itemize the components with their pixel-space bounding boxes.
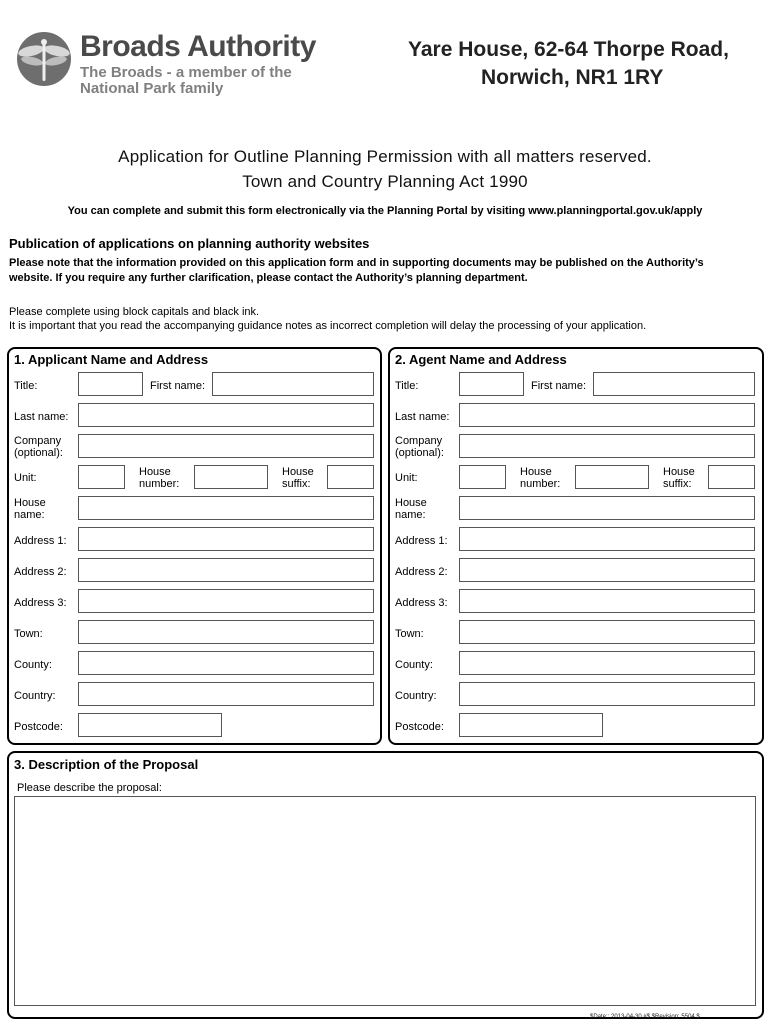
applicant-address-1-field[interactable] <box>78 527 374 551</box>
applicant-house-number-label-line2: number: <box>139 478 180 490</box>
org-tagline-line1: The Broads - a member of the <box>80 64 292 81</box>
agent-last-name-label: Last name: <box>395 411 450 423</box>
agent-house-name-label-line1: House <box>395 497 427 509</box>
agent-first-name-label: First name: <box>531 380 587 392</box>
proposal-section-title: 3. Description of the Proposal <box>14 757 199 772</box>
agent-address-2-field[interactable] <box>459 558 755 582</box>
applicant-address-3-label: Address 3: <box>14 597 67 609</box>
applicant-company-field[interactable] <box>78 434 374 458</box>
applicant-address-1-label: Address 1: <box>14 535 67 547</box>
applicant-postcode-label: Postcode: <box>14 721 63 733</box>
address-line1: Yare House, 62-64 Thorpe Road, <box>408 38 729 61</box>
applicant-company-label-line2: (optional): <box>14 447 63 459</box>
org-tagline-line2: National Park family <box>80 80 224 97</box>
publication-text: Please note that the information provided on this application form and in supporting documents may be published on the Authority’s website. If you require any further clarification, please contact the Authority’s planning department. <box>9 257 704 284</box>
agent-address-1-field[interactable] <box>459 527 755 551</box>
revision-stamp: $Date:: 2013-04-30 #$ $Revision: 5504 $ <box>590 1014 700 1020</box>
org-name: Broads Authority <box>80 30 316 63</box>
applicant-town-label: Town: <box>14 628 43 640</box>
applicant-house-suffix-label-line1: House <box>282 466 314 478</box>
agent-house-name-label-line2: name: <box>395 509 426 521</box>
agent-house-number-field[interactable] <box>575 465 649 489</box>
agent-unit-field[interactable] <box>459 465 506 489</box>
agent-house-suffix-label-line2: suffix: <box>663 478 692 490</box>
applicant-title-field[interactable] <box>78 372 143 396</box>
agent-house-suffix-label-line1: House <box>663 466 695 478</box>
applicant-house-number-label-line1: House <box>139 466 171 478</box>
online-submission-note: You can complete and submit this form electronically via the Planning Portal by visiting www.planningportal.gov.uk/apply <box>67 205 703 217</box>
applicant-house-number-field[interactable] <box>194 465 268 489</box>
form-title: Application for Outline Planning Permission with all matters reserved. <box>118 147 652 166</box>
agent-town-field[interactable] <box>459 620 755 644</box>
proposal-prompt: Please describe the proposal: <box>17 782 162 794</box>
applicant-county-field[interactable] <box>78 651 374 675</box>
applicant-last-name-field[interactable] <box>78 403 374 427</box>
applicant-county-label: County: <box>14 659 52 671</box>
agent-address-3-label: Address 3: <box>395 597 448 609</box>
applicant-address-3-field[interactable] <box>78 589 374 613</box>
applicant-country-field[interactable] <box>78 682 374 706</box>
address-line2: Norwich, NR1 1RY <box>481 66 664 89</box>
applicant-house-name-label-line1: House <box>14 497 46 509</box>
applicant-last-name-label: Last name: <box>14 411 69 423</box>
publication-heading: Publication of applications on planning authority websites <box>9 236 370 251</box>
agent-postcode-field[interactable] <box>459 713 603 737</box>
applicant-unit-label: Unit: <box>14 472 37 484</box>
applicant-country-label: Country: <box>14 690 56 702</box>
agent-address-3-field[interactable] <box>459 589 755 613</box>
applicant-town-field[interactable] <box>78 620 374 644</box>
agent-county-field[interactable] <box>459 651 755 675</box>
agent-house-suffix-field[interactable] <box>708 465 755 489</box>
agent-house-number-label-line2: number: <box>520 478 561 490</box>
agent-last-name-field[interactable] <box>459 403 755 427</box>
agent-house-number-label-line1: House <box>520 466 552 478</box>
applicant-section-title: 1. Applicant Name and Address <box>14 352 209 367</box>
agent-country-label: Country: <box>395 690 437 702</box>
instructions-line1: Please complete using block capitals and black ink. <box>9 306 260 318</box>
agent-company-field[interactable] <box>459 434 755 458</box>
instructions-line2: It is important that you read the accompanying guidance notes as incorrect completion will delay the processing of your application. <box>9 320 647 332</box>
applicant-title-label: Title: <box>14 380 38 392</box>
agent-town-label: Town: <box>395 628 424 640</box>
agent-title-field[interactable] <box>459 372 524 396</box>
applicant-address-2-field[interactable] <box>78 558 374 582</box>
agent-address-1-label: Address 1: <box>395 535 448 547</box>
dragonfly-logo-icon <box>14 31 74 87</box>
applicant-house-name-field[interactable] <box>78 496 374 520</box>
agent-section-title: 2. Agent Name and Address <box>395 352 567 367</box>
form-subtitle: Town and Country Planning Act 1990 <box>242 172 528 191</box>
agent-address-2-label: Address 2: <box>395 566 448 578</box>
applicant-house-suffix-label-line2: suffix: <box>282 478 311 490</box>
applicant-company-label-line1: Company <box>14 435 62 447</box>
agent-first-name-field[interactable] <box>593 372 755 396</box>
agent-unit-label: Unit: <box>395 472 418 484</box>
applicant-first-name-field[interactable] <box>212 372 374 396</box>
applicant-postcode-field[interactable] <box>78 713 222 737</box>
proposal-description-field[interactable] <box>14 796 756 1006</box>
agent-house-name-field[interactable] <box>459 496 755 520</box>
applicant-first-name-label: First name: <box>150 380 206 392</box>
agent-country-field[interactable] <box>459 682 755 706</box>
applicant-address-2-label: Address 2: <box>14 566 67 578</box>
agent-company-label-line2: (optional): <box>395 447 444 459</box>
applicant-house-suffix-field[interactable] <box>327 465 374 489</box>
applicant-unit-field[interactable] <box>78 465 125 489</box>
applicant-house-name-label-line2: name: <box>14 509 45 521</box>
agent-county-label: County: <box>395 659 433 671</box>
agent-company-label-line1: Company <box>395 435 443 447</box>
agent-title-label: Title: <box>395 380 419 392</box>
agent-postcode-label: Postcode: <box>395 721 444 733</box>
